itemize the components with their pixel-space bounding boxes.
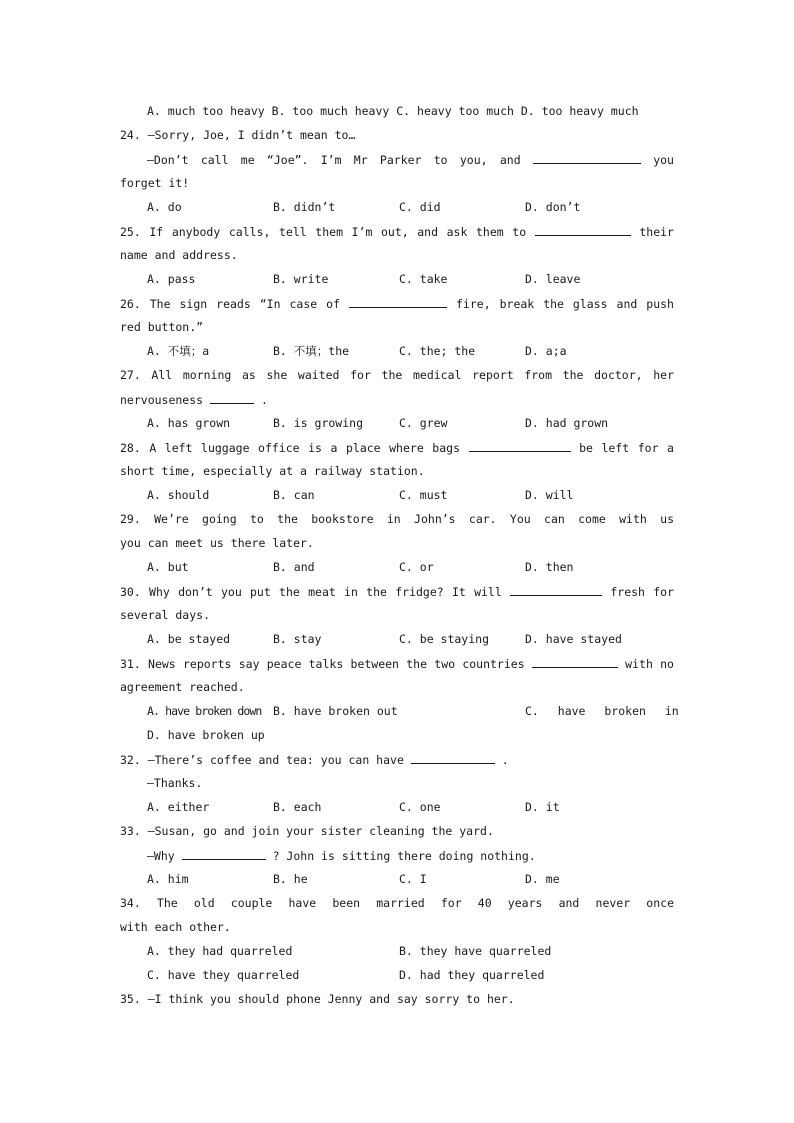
q27-stem: 27. All morning as she waited for the medical report from the doctor, her [120,368,674,382]
q30-option-b: B. stay [273,632,322,646]
q34-option-b: B. they have quarreled [399,944,552,958]
q28-pre: 28. A left luggage office is a place where bags [120,441,460,455]
q23-options: A. much too heavy B. too much heavy C. heavy too much D. too heavy much [147,104,639,118]
q27-cont-pre: nervouseness [120,393,204,407]
q32-pre: 32. —There’s coffee and tea: you can have [120,753,404,767]
q30-blank [510,584,602,596]
q27-cont [120,392,674,408]
q25-cont: name and address. [120,248,238,262]
q33-reply-post: ? John is sitting there doing nothing. [272,849,536,863]
q29-option-b: B. and [273,560,315,574]
q24-option-a: A. do [147,200,182,214]
q32-option-b: B. each [273,800,322,814]
q33-reply [147,848,674,864]
q34-option-a: A. they had quarreled [147,944,293,958]
q27-option-a: A. has grown [147,416,231,430]
q26-blank [349,296,447,308]
q24-blank [533,152,641,164]
q33-option-c: C. I [399,872,427,886]
q30-stem [120,584,674,600]
q30-option-d: D. have stayed [525,632,622,646]
q27-option-d: D. had grown [525,416,609,430]
q26-option-a: A. 不填；a [147,344,210,358]
q33-option-d: D. me [525,872,560,886]
q32-blank [411,752,495,764]
q26-pre: 26. The sign reads “In case of [120,297,341,311]
q29-stem: 29. We’re going to the bookstore in John’s car. You can come with us [120,512,674,526]
q26-stem [120,296,674,312]
q24-option-b: B. didn’t [273,200,336,214]
q34-stem: 34. The old couple have been married for 40 years and never once [120,896,674,910]
q27-blank [210,392,254,404]
q32-stem [120,752,674,768]
q32-option-d: D. it [525,800,560,814]
q32-option-c: C. one [399,800,441,814]
q30-option-c: C. be staying [399,632,490,646]
q35-stem: 35. —I think you should phone Jenny and say sorry to her. [120,992,515,1006]
q31-cont: agreement reached. [120,680,245,694]
q30-cont: several days. [120,608,211,622]
q32-post: . [501,753,509,767]
q32-option-a: A. either [147,800,210,814]
q31-pre: 31. News reports say peace talks between the two countries [120,657,525,671]
q24-stem: 24. —Sorry, Joe, I didn’t mean to… [120,128,356,142]
q33-reply-pre: —Why [147,849,175,863]
q24-option-c: C. did [399,200,441,214]
q31-blank [532,656,618,668]
q33-option-a: A. him [147,872,189,886]
q29-option-c: C. or [399,560,434,574]
q24-dialog [147,152,674,168]
q25-pre: 25. If anybody calls, tell them I’m out, and ask them to [120,225,527,239]
q28-cont: short time, especially at a railway station. [120,464,425,478]
q31-stem [120,656,674,672]
q25-option-b: B. write [273,272,329,286]
q25-stem [120,224,674,240]
q29-cont: you can meet us there later. [120,536,314,550]
q33-blank [182,848,266,860]
q34-cont: with each other. [120,920,231,934]
q25-option-d: D. leave [525,272,581,286]
q33-stem: 33. —Susan, go and join your sister cleaning the yard. [120,824,494,838]
q25-option-a: A. pass [147,272,196,286]
q30-pre: 30. Why don’t you put the meat in the fridge? It will [120,585,502,599]
q28-blank [469,440,571,452]
q29-option-a: A. but [147,560,189,574]
q31-option-d: D. have broken up [147,728,265,742]
q31-option-c: C. have broken in [525,704,679,718]
q31-option-a: A. have broken down [147,704,262,718]
q26-option-c: C. the; the [399,344,476,358]
q24-dialog-pre: —Don’t call me “Joe”. I’m Mr Parker to you, and [147,153,521,167]
q29-option-d: D. then [525,560,574,574]
q32-reply: —Thanks. [147,776,203,790]
q25-blank [535,224,631,236]
q27-cont-post: . [260,393,268,407]
q30-option-a: A. be stayed [147,632,231,646]
q26-option-d: D. a;a [525,344,567,358]
q25-post: their [639,225,674,239]
q34-option-c: C. have they quarreled [147,968,300,982]
q26-option-b: B. 不填；the [273,344,350,358]
q28-option-c: C. must [399,488,448,502]
q26-cont: red button.” [120,320,204,334]
q24-dialog-post: you [653,153,674,167]
q27-option-b: B. is growing [273,416,364,430]
q26-post: fire, break the glass and push [456,297,674,311]
q33-option-b: B. he [273,872,308,886]
q28-stem [120,440,674,456]
q27-option-c: C. grew [399,416,448,430]
q31-post: with no [625,657,674,671]
q34-option-d: D. had they quarreled [399,968,545,982]
q28-option-a: A. should [147,488,210,502]
q28-option-d: D. will [525,488,574,502]
q24-cont: forget it! [120,176,190,190]
q28-post: be left for a [579,441,674,455]
q30-post: fresh for [610,585,674,599]
q25-option-c: C. take [399,272,448,286]
q24-option-d: D. don’t [525,200,581,214]
q31-option-b: B. have broken out [273,704,398,718]
q28-option-b: B. can [273,488,315,502]
